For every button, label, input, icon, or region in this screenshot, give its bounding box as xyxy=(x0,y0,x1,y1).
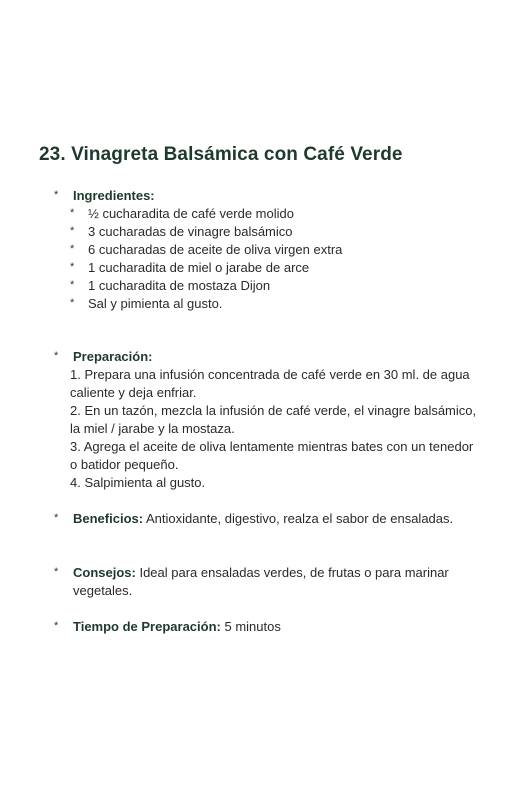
preparation-label: Preparación: xyxy=(73,349,153,364)
ingredient-text: 1 cucharadita de miel o jarabe de arce xyxy=(88,260,310,275)
preparation-steps xyxy=(70,366,480,492)
ingredient-text: Sal y pimienta al gusto. xyxy=(88,296,223,311)
ingredients-section xyxy=(54,187,342,313)
benefits-text: Antioxidante, digestivo, realza el sabor de ensaladas. xyxy=(145,511,454,526)
bullet-icon: * xyxy=(70,261,75,273)
list-item xyxy=(70,277,342,295)
recipe-title: 23. Vinagreta Balsámica con Café Verde xyxy=(39,144,403,165)
bullet-icon: * xyxy=(54,512,59,524)
step-text: 3. Agrega el aceite de oliva lentamente mientras bates con un tenedor o batidor pequeño. xyxy=(70,439,474,472)
ingredient-text: ½ cucharadita de café verde molido xyxy=(88,206,294,221)
ingredients-label: Ingredientes: xyxy=(73,188,155,203)
list-item xyxy=(70,241,342,259)
benefits-label: Beneficios: xyxy=(73,511,144,526)
preparation-heading xyxy=(54,348,480,366)
prep-time-text: 5 minutos xyxy=(224,619,281,634)
bullet-icon: * xyxy=(70,297,75,309)
step-text: 2. En un tazón, mezcla la infusión de café verde, el vinagre balsámico, la miel / jarabe y la mostaza. xyxy=(70,403,477,436)
ingredient-text: 1 cucharadita de mostaza Dijon xyxy=(88,278,271,293)
benefits-line xyxy=(54,510,454,528)
list-item xyxy=(70,259,342,277)
prep-time-section xyxy=(54,618,454,636)
ingredient-text: 3 cucharadas de vinagre balsámico xyxy=(88,224,293,239)
preparation-section xyxy=(54,348,480,492)
ingredient-text: 6 cucharadas de aceite de oliva virgen extra xyxy=(88,242,343,257)
step-text: 1. Prepara una infusión concentrada de café verde en 30 ml. de agua caliente y deja enfriar. xyxy=(70,367,470,400)
list-item xyxy=(70,223,342,241)
bullet-icon: * xyxy=(70,207,75,219)
bullet-icon: * xyxy=(70,243,75,255)
prep-time-line xyxy=(54,618,454,636)
bullet-icon: * xyxy=(70,225,75,237)
tips-label: Consejos: xyxy=(73,565,136,580)
benefits-section xyxy=(54,510,454,528)
tips-line xyxy=(54,564,454,600)
list-item xyxy=(70,295,342,313)
step-text: 4. Salpimienta al gusto. xyxy=(70,475,206,490)
prep-time-label: Tiempo de Preparación: xyxy=(73,619,221,634)
bullet-icon: * xyxy=(70,279,75,291)
bullet-icon: * xyxy=(54,566,59,578)
tips-text: Ideal para ensaladas verdes, de frutas o para marinar vegetales. xyxy=(73,565,449,598)
bullet-icon: * xyxy=(54,350,59,362)
list-item xyxy=(70,205,342,223)
tips-section xyxy=(54,564,454,600)
ingredients-heading xyxy=(54,187,342,205)
ingredients-list xyxy=(70,205,342,313)
bullet-icon: * xyxy=(54,189,59,201)
bullet-icon: * xyxy=(54,620,59,632)
